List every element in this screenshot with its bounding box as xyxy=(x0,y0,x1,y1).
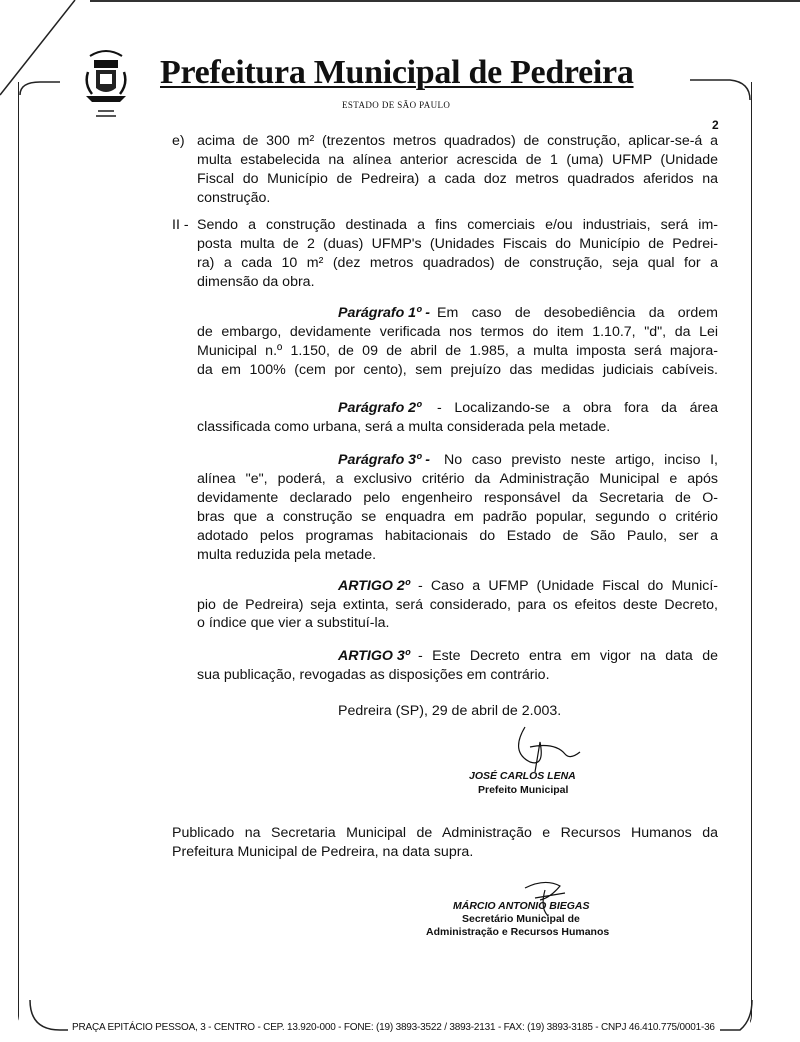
item-e-line: Fiscal do Município de Pedreira) a cada doz metros quadrados aferidos na xyxy=(197,171,718,187)
article-2-heading: ARTIGO 2º xyxy=(338,578,410,594)
paragraph-1-line: Municipal n.º 1.150, de 09 de abril de 1.985, a multa imposta será majora- xyxy=(197,343,718,359)
item-ii-marker: II - xyxy=(172,217,189,233)
item-ii-line: ra) a cada 10 m² (dez metros quadrados) de construção, seja qual for a xyxy=(197,255,718,271)
item-e-line: multa estabelecida na alínea anterior acrescida de 1 (uma) UFMP (Unidade xyxy=(197,152,718,168)
article-2-line: pio de Pedreira) seja extinta, será considerado, para os efeitos deste Decreto, xyxy=(197,597,718,613)
article-3-line: - Este Decreto entra em vigor na data de xyxy=(418,648,718,664)
signature-mark-mayor xyxy=(505,722,585,777)
paragraph-1-heading: Parágrafo 1º - xyxy=(338,305,430,321)
paragraph-3-heading: Parágrafo 3º - xyxy=(338,452,430,468)
paragraph-2-heading: Parágrafo 2º xyxy=(338,400,422,416)
paragraph-2-line: classificada como urbana, será a multa considerada pela metade. xyxy=(197,419,611,435)
item-ii-line: Sendo a construção destinada a fins comerciais e/ou industriais, será im- xyxy=(197,217,718,233)
paragraph-1-line: da em 100% (cem por cento), sem prejuízo das medidas judiciais cabíveis. xyxy=(197,362,718,378)
secretary-department: Administração e Recursos Humanos xyxy=(426,926,610,938)
page-number: 2 xyxy=(712,118,719,132)
paragraph-2-line: - Localizando-se a obra fora da área xyxy=(437,400,718,416)
page-title: Prefeitura Municipal de Pedreira xyxy=(160,54,634,91)
mayor-role: Prefeito Municipal xyxy=(478,784,569,796)
paragraph-3-line: alínea "e", poderá, a exclusivo critério da Administração Municipal e após xyxy=(197,471,718,487)
article-3-heading: ARTIGO 3º xyxy=(338,648,410,664)
article-2-line: - Caso a UFMP (Unidade Fiscal do Municí- xyxy=(418,578,718,594)
article-3-line: sua publicação, revogadas as disposições em contrário. xyxy=(197,667,550,683)
secretary-name: MÁRCIO ANTONIO BIEGAS xyxy=(453,900,590,912)
municipal-crest-logo xyxy=(80,44,132,124)
item-ii-line: posta multa de 2 (duas) UFMP's (Unidades Fiscais do Município de Pedrei- xyxy=(197,236,718,252)
article-2-line: o índice que vier a substituí-la. xyxy=(197,615,390,631)
item-e-marker: e) xyxy=(172,133,185,149)
publication-line: Prefeitura Municipal de Pedreira, na data supra. xyxy=(172,844,474,860)
paragraph-1-line: de embargo, devidamente verificada nos termos do item 1.10.7, "d", da Lei xyxy=(197,324,718,340)
paragraph-3-line: devidamente declarado pelo engenheiro responsável da Secretaria de O- xyxy=(197,490,718,506)
signature-mark-secretary xyxy=(520,878,580,918)
paragraph-3-line: bras que a construção se enquadra em padrão popular, segundo o critério xyxy=(197,509,718,525)
paragraph-3-line: multa reduzida pela metade. xyxy=(197,547,377,563)
paragraph-3-line: adotado pelos programas habitacionais do Estado de São Paulo, ser a xyxy=(197,528,718,544)
paragraph-1-line: Em caso de desobediência da ordem xyxy=(437,305,718,321)
state-subtitle: ESTADO DE SÃO PAULO xyxy=(342,100,451,110)
paragraph-3-line: No caso previsto neste artigo, inciso I, xyxy=(444,452,718,468)
secretary-role: Secretário Municipal de xyxy=(462,913,580,925)
mayor-name: JOSÉ CARLOS LENA xyxy=(469,770,576,782)
footer-address: PRAÇA EPITÁCIO PESSOA, 3 - CENTRO - CEP. 13.920-000 - FONE: (19) 3893-3522 / 3893-2131 - FAX: (19) 3893-3185 - CNPJ 46.410.775/0001-36 xyxy=(72,1022,715,1033)
publication-line: Publicado na Secretaria Municipal de Administração e Recursos Humanos da xyxy=(172,825,718,841)
item-e-line: construção. xyxy=(197,190,271,206)
item-e-line: acima de 300 m² (trezentos metros quadrados) de construção, aplicar-se-á a xyxy=(197,133,718,149)
date-line: Pedreira (SP), 29 de abril de 2.003. xyxy=(338,703,562,719)
item-ii-line: dimensão da obra. xyxy=(197,274,315,290)
